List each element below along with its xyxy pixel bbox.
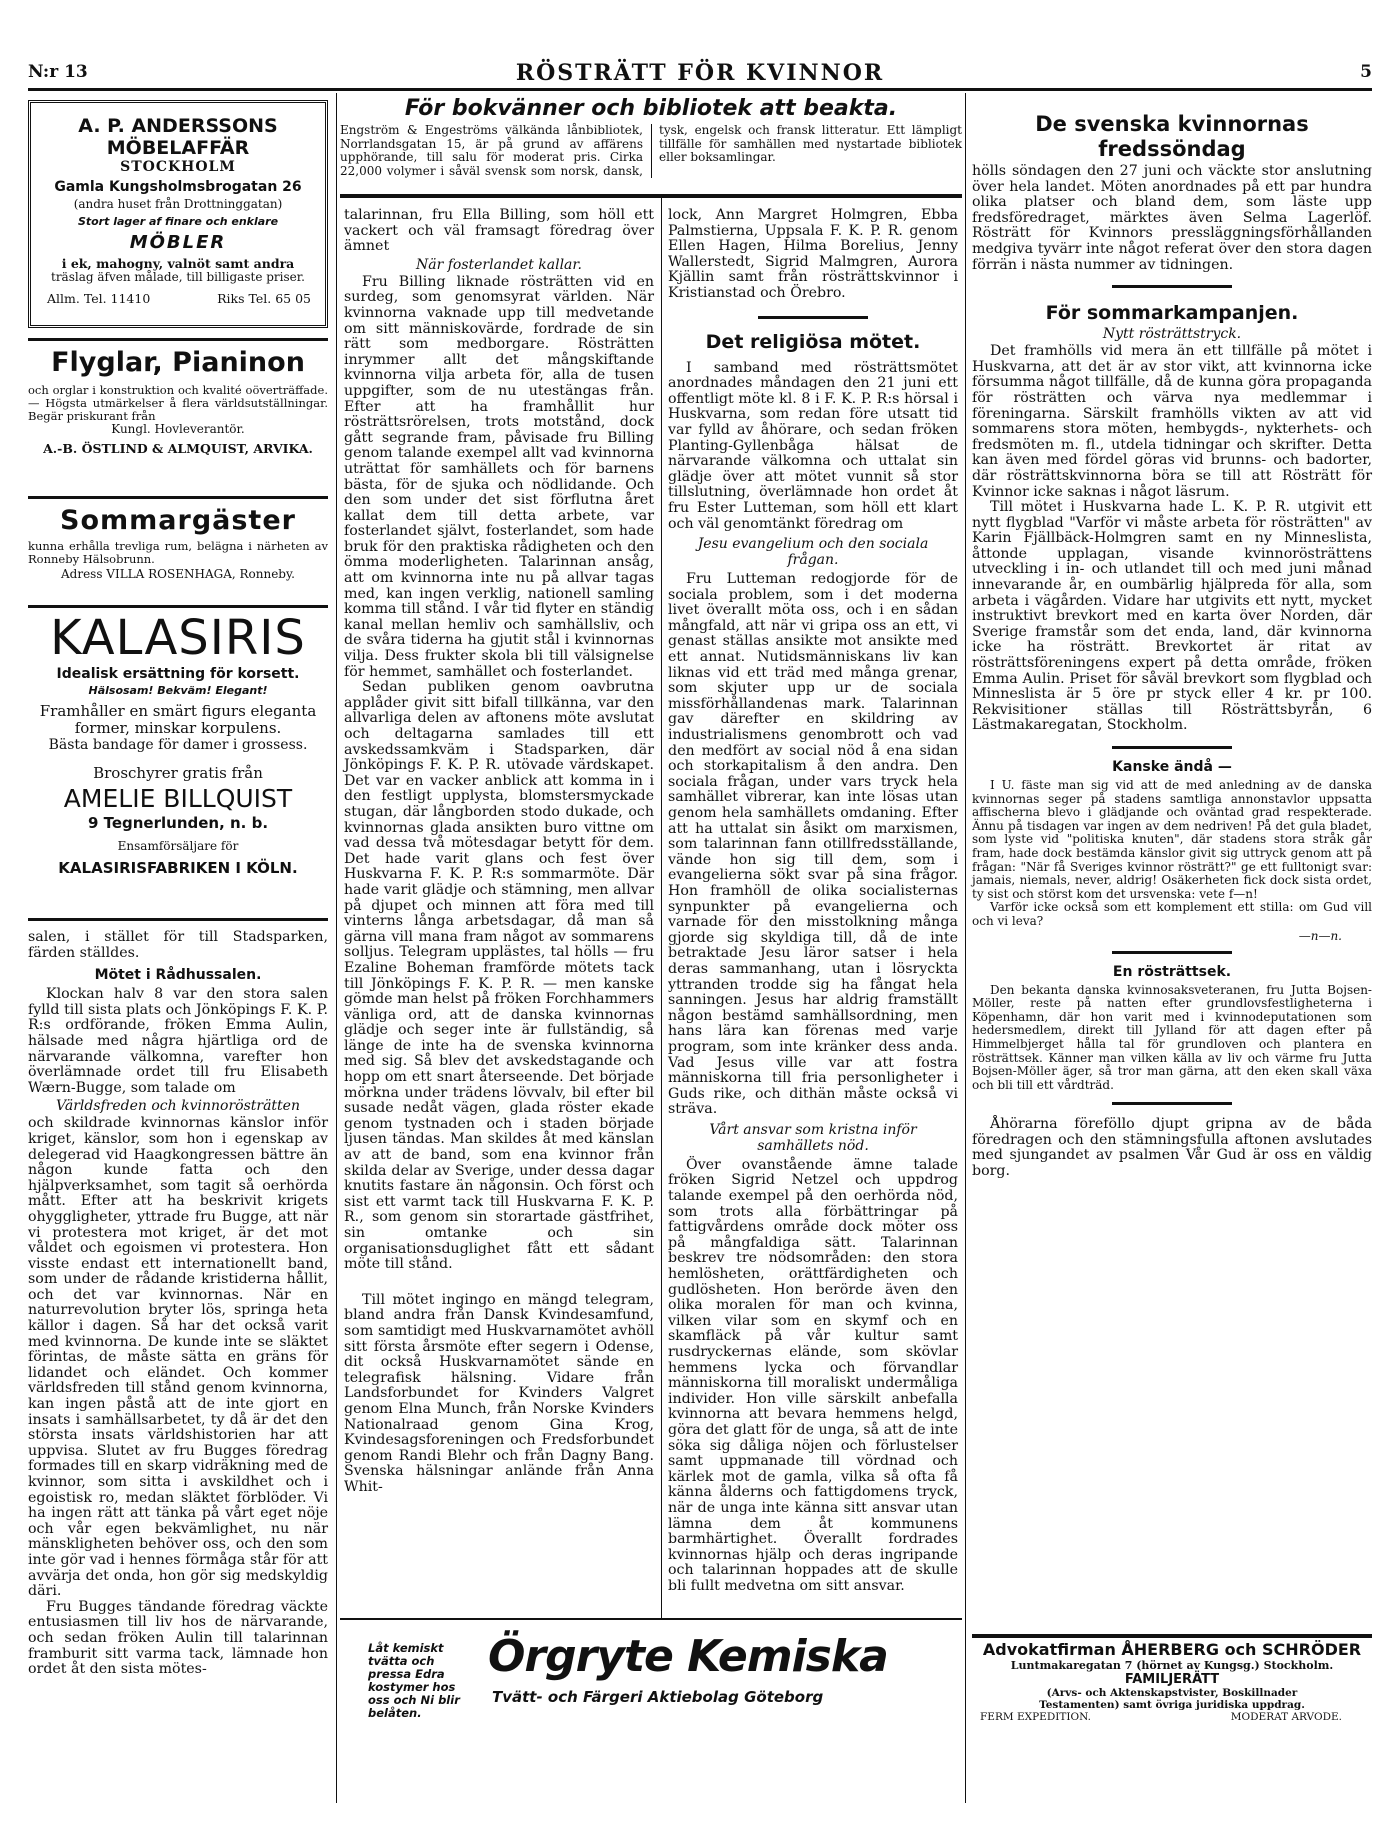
section-subheading: När fosterlandet kallar. <box>415 256 583 273</box>
ad-andersson-tel-left: Allm. Tel. 11410 <box>47 291 151 306</box>
article-paragraph: Till mötet ingingo en mängd telegram, bland andra från Dansk Kvindesamfund, som samtidigt med Huskvarnamötet avhöll sitt första årsmöte efter segern i Odense, dit också Huskvarnamötet sände en telegrafisk hälsning. Vidare från Landsforbundet for Kvinders Valgret genom Elna Munch, från Norske Kvinders Nationalraad genom Gina Krog, Kvindesagsforeningen och Fredsforbundet genom Randi Blehr och från Dagny Bang. Svenska hälsningar anlände från Anna Whit- <box>344 1291 654 1495</box>
ad-andersson-moebelaffaer <box>28 100 328 328</box>
masthead-rule <box>28 88 1372 91</box>
ad-kalasiris-agent: Ensamförsäljare för <box>117 839 239 853</box>
ad-bokvanner <box>340 96 962 192</box>
ad-kalasiris-tagline: Hälsosam! Bekväm! Elegant! <box>88 684 268 697</box>
ad-bokvanner-text: Engström & Engeströms välkända lånbibliotek, Norrlandsgatan 15, är på grund av affärens upphörande, till salu för moderat pris. Cirka 22,000 volymer i såväl svensk som norsk, dansk, tysk, engelsk och fransk litteratur. Ett lämpligt tillfälle för samhällen med nystartade bibliotek eller boksamlingar. <box>340 123 962 178</box>
ad-andersson-name: A. P. ANDERSSONS MÖBELAFFÄR <box>78 115 278 159</box>
article-paragraph: lock, Ann Margret Holmgren, Ebba Palmstierna, Uppsala F. K. P. R. genom Ellen Hagen, Hilma Borelius, Jenny Wallerstedt, Sigrid Malmgren, Aurora Kjällin samt från rösträttskvinnor i Kristianstad och Örebro. <box>668 207 958 301</box>
ad-andersson-note: (andra huset från Drottninggatan) <box>73 197 283 211</box>
section-heading: Mötet i Rådhussalen. <box>94 967 262 984</box>
ad-advokat-address: Luntmakaregatan 7 (hörnet av Kungsg.) Stockholm. <box>1010 1659 1334 1672</box>
section-heading: De svenska kvinnornas fredssöndag <box>1035 112 1309 161</box>
ad-sommargaster-title: Sommargäster <box>60 505 296 536</box>
section-subheading: Världsfreden och kvinnorösträtten <box>56 1098 300 1115</box>
ad-bokvanner-title: För bokvänner och bibliotek att beakta. <box>404 96 898 121</box>
column-3-text <box>668 208 958 1595</box>
ad-flyglar-title: Flyglar, Pianinon <box>51 347 305 378</box>
page-number: 5 <box>1360 62 1372 82</box>
article-paragraph: Sedan publiken genom oavbrutna applåder givit sitt bifall tillkänna, var den allvarliga delen av aftonens möte avslutat och deltagarna samlades till ett avskedssamkväm i Stadsparken, där Jönköpings F. K. P. R. utövade värdskapet. Det var en vacker anblick att komma in i den festligt upplysta, blomstersmyckade stugan, där långborden stodo dukade, och kvinnornas glada ansikten buro vittne om vad dessa två mötesdagar betytt för dem. Det hade varit glans och fest över Huskvarna F. K. P. R:s sommarmöte. Där hade varit glädje och stämning, men allvar på djupet och minnen att föra med till vinterns långa arbetsdagar, då man så gärna vill mana fram något av sommarens solljus. Telegram upplästes, tal hölls — fru Ezaline Boheman framförde mötets tack till Jönköpings F. K. P. R. — men kanske gömde man helst på fröken Forchhammers vänliga ord, att de danska kvinnornas glädje och seger inte är fullständig, så länge de inte ha de svenska kvinnorna med sig. Så blev det avskedstagande och hopp om ett snart återseende. Det började mörkna under trädens lövvalv, bil efter bil susade nedåt vägen, glada röster ekade genom tystnaden och i staden började ljusen tändas. Man skildes åt med känslan av att de band, som ena kvinnor från skilda delar av Sverige, under dessa dagar knutits fastare än någonsin. Och först och sist ett varmt tack till Huskvarna F. K. P. R., som genom sin storartade gästfrihet, sin omtanke och sin organisationsduglighet fått ett sådant möte till stånd. <box>344 679 654 1273</box>
masthead <box>28 62 1372 88</box>
ad-orgryte-name: Örgryte Kemiska <box>488 1631 888 1682</box>
ad-bokvanner-rule <box>340 194 962 198</box>
ad-kalasiris-text2: Bästa bandage för damer i grossess. <box>48 737 308 753</box>
ad-flyglar-firm: A.-B. ÖSTLIND & ALMQUIST, ARVIKA. <box>43 441 313 456</box>
article-paragraph: Varför icke också som ett komplement ett stilla: om Gud vill och vi leva? <box>972 900 1372 928</box>
column-divider <box>336 93 337 1803</box>
article-paragraph: I U. fäste man sig vid att de med anledning av de danska kvinnornas seger på stadens samtliga annonstavlor uppsatta affischerna blevo i glädjande och oväntad grad respekterade. Ännu på tisdagen var ingen av dem nedriven! På det gula bladet, som lyste vid "politiska knuten", där stadens stora stråk går fram, hade dock bestämda känslor givit sig uttryck genom att på frågan: "När få Sveriges kvinnor rösträtt?" ge ett fulltonigt svar: jamais, niemals, never, aldrig! Osäkerheten fick dock sista ordet, ty sist och störst kom det ursvenska: vete f—n! <box>972 778 1372 901</box>
ad-sommargaster <box>28 502 328 598</box>
ad-advokat-title: FAMILJERÄTT <box>1124 1672 1220 1687</box>
article-paragraph: I samband med rösträttsmötet anordnades måndagen den 21 juni ett offentligt möte kl. 8 i F. K. P. R:s hörsal i Huskvarna, som redan före utsatt tid var fylld av åhörare, och sedan fröken Planting-Gyllenbåga hälsat de närvarande välkomna och uttalat sin glädje över att mötet vunnit så stor tillslutning, överlämnade hon ordet åt fru Ester Lutteman, som höll ett klart och väl genomtänkt föredrag om <box>668 359 958 532</box>
bottom-ads-rule <box>340 1618 962 1620</box>
ad-advokat-text: (Arvs- och Aktenskapstvister, Boskillnader Testamenten) samt övriga juridiska uppdrag. <box>1039 1687 1305 1711</box>
column-2-text <box>344 208 654 1496</box>
ad-kalasiris-factory: KALASIRISFABRIKEN I KÖLN. <box>58 859 298 877</box>
article-paragraph: Den bekanta danska kvinnosaksveteranen, fru Jutta Bojsen-Möller, reste på natten efter grundlovsfestligheterna i Köpenhamn, där hon varit med i kvinnodeputationen som hedersmedlem, direkt till Jylland för att dagen efter på Himmelbjerget hålla tal för grundloven och plantera en rösträttsek. Känner man vilken källa av liv och värme fru Jutta Bojsen-Möller äger, så tror man gärna, att den eken skall växa och bli till ett vårdträd. <box>972 982 1372 1092</box>
ad-kalasiris-title: KALASIRIS <box>50 610 306 666</box>
ad-advokat-name: Advokatfirman ÅHERBERG och SCHRÖDER <box>982 1640 1362 1659</box>
ad-orgryte-slogan: Låt kemiskt tvätta och pressa Edra kostymer hos oss och Ni blir belåten. <box>368 1641 460 1720</box>
ad-andersson-moebler: MÖBLER <box>129 232 227 253</box>
ad-andersson-street: Gamla Kungsholmsbrogatan 26 <box>54 179 302 195</box>
section-subheading: Vårt ansvar som kristna inför samhällets nöd. <box>709 1121 917 1154</box>
ad-advokat-right: MODERAT ARVODE. <box>1230 1711 1342 1723</box>
article-paragraph: Fru Bugges tändande föredrag väckte entusiasmen till liv hos de närvarande, och sedan fröken Aulin till talarinnan framburit sitt varma tack, lämnade hon ordet åt den sista mötes- <box>28 1598 328 1678</box>
article-paragraph: Åhörarna föreföllo djupt gripna av de båda föredragen och den stämningsfulla aftonen avslutades med sjungandet av psalmen Vår Gud är oss en väldig borg. <box>972 1116 1372 1180</box>
ad-sommargaster-text: kunna erhålla trevliga rum, belägna i närheten av Ronneby Hälsobrunn. <box>28 539 328 566</box>
section-subheading: Jesu evangelium och den sociala frågan. <box>697 536 929 569</box>
column-divider <box>661 198 662 1618</box>
article-paragraph: Fru Billing liknade rösträtten vid en surdeg, som genomsyrat världen. När kvinnorna vaknade upp till medvetande om sitt människovärde, fordrade de sin rätt som medborgare. Rösträtten inrymmer allt det mångskiftande kvinnorna vilja arbeta för, alla de tusen uppgifter, som de nu utestängas från. Efter att ha framhållit hur rösträttsrörelsen, trots motstånd, dock gått segrande fram, påvisade fru Billing genom talande exempel allt vad kvinnorna uträttat för samhällets och för barnens bästa, för de sjuka och nödlidande. Och den som under det sist förflutna året kallat dem till detta arbete, var fosterlandet självt, fosterlandet, som hade bruk för den praktiska rådigheten och den ömma moderligheten. Talarinnan ansåg, att om kvinnorna inte nu på allvar tagas med, kan ingen verklig, nationell samling komma till stånd. I vår tid flyter en ständig kanal mellan hemliv och samhällsliv, och de svåra tiderna ha gjutit stål i kvinnornas vilja. Dess frukter skola bli till välsignelse för hemmet, samhället och fosterlandet. <box>344 273 654 680</box>
ad-separator <box>28 338 328 341</box>
ad-kalasiris <box>28 610 328 902</box>
ad-separator <box>972 1634 1372 1638</box>
article-paragraph: Det framhölls vid mera än ett tillfälle på mötet i Huskvarna, att det är av stor vikt, att kvinnorna icke försumma något tillfälle, då de kunna göra propaganda för rösträtten och värva nya medlemmar i föreningarna. Särskilt framhölls vikten av att vid sommarens stora möten, hembygds-, nykterhets- och fredsmöten m. fl., utdela tidningar och skrifter. Detta kan även med fördel göras vid brunns- och badorter, där rösträttskvinnorna böra se till att Rösträtt för Kvinnor icke saknas i något läsrum. <box>972 343 1372 500</box>
ad-andersson-woods2: träslag äfven målade, till billigaste priser. <box>51 270 305 284</box>
ad-separator <box>28 496 328 499</box>
section-subheading: Nytt rösträttstryck. <box>1102 326 1242 343</box>
ad-kalasiris-text: Framhåller en smärt figurs eleganta former, minskar korpulens. <box>39 702 317 737</box>
ad-kalasiris-broch: Broschyrer gratis från <box>93 764 263 782</box>
article-paragraph: och skildrade kvinnornas känslor inför kriget, känslor, som hon i egenskap av delegerad vid Haagkongressen bättre än någon kunde fatta och den hjälpverksamhet, som tagit så oerhörda mått. Efter att ha beskrivit krigets ohyggligheter, yttrade fru Bugge, att när vi protestera mot kriget, är det mot våldet och egoismen vi protestera. Hon visste endast ett internationellt band, som under de rådande kristiderna hållit, och det var kvinnornas. När en naturrevolution bryter lös, springa heta källor i dagen. Så har det också varit med kvinnorna. De kunde inte se släktet förintas, de måste sätta en gräns för lidandet och eländet. Och kommer världsfreden till stånd genom kvinnorna, kan ingen påstå att de inte gjort en insats i samhällsarbetet, ty då är det den största insats världshistorien har att uppvisa. Slutet av fru Bugges föredrag formades till en skarp vidräkning med de kvinnor, som sitta i avskildhet och i egoistisk ro, medan släktet förblöder. Vi ha ingen rätt att tänka på vårt eget nöje och vår egen bekvämlighet, nu när mänskligheten behöver oss, och den som inte gör vad i hennes förmåga står för att avvärja det onda, hon gör sig medskyldig däri. <box>28 1115 328 1600</box>
column-divider <box>965 93 966 1803</box>
ad-separator <box>28 605 328 608</box>
ad-advokatfirman <box>972 1640 1372 1723</box>
ad-andersson-city: STOCKHOLM <box>120 159 236 175</box>
article-paragraph: hölls söndagen den 27 juni och väckte stor anslutning över hela landet. Möten anordnades på ett par hundra olika platser och bland dem, som läste upp fredsföredraget, märktes även Selma Lagerlöf. Rösträtt för Kvinnors pressläggningsförhållanden medgiva tyvärr inte något referat över den stora dagen förrän i nästa nummer av tidningen. <box>972 163 1372 273</box>
ad-advokat-left: FERM EXPEDITION. <box>980 1711 1091 1723</box>
ad-flyglar-text: och orglar i konstruktion och kvalité oöverträffade. — Högsta utmärkelser å flera världsutställningar. Begär priskurant från <box>28 383 328 423</box>
article-paragraph: salen, i stället för till Stadsparken, färden ställdes. <box>28 929 328 961</box>
section-heading: För sommarkampanjen. <box>1045 302 1299 325</box>
ad-andersson-woods: i ek, mahogny, valnöt samt andra <box>61 256 295 271</box>
section-heading: En rösträttsek. <box>1112 963 1232 980</box>
section-heading: Kanske ändå — <box>1112 759 1232 775</box>
column-4-text <box>972 112 1372 1180</box>
column-1-text <box>28 930 328 1678</box>
article-paragraph: Klockan halv 8 var den stora salen fylld till sista plats och Jönköpings F. K. P. R:s ordförande, fröken Emma Aulin, hälsade med några hjärtliga ord de närvarande välkomna, varefter hon överlämnade ordet till fru Elisabeth Wærn-Bugge, som talade om <box>28 986 328 1096</box>
ad-andersson-tel-right: Riks Tel. 65 05 <box>217 291 311 306</box>
ad-kalasiris-street: 9 Tegnerlunden, n. b. <box>87 814 269 832</box>
article-paragraph: Till mötet i Huskvarna hade L. K. P. R. utgivit ett nytt flygblad "Varför vi måste arbeta för rösträtten" av Karin Fjällbäck-Holmgren samt en ny Minneslista, åttonde upplagan, visande kvinnorösträttens utveckling i in- och utlandet till och med juni månad innevarande år, en oumbärlig hjälpreda för alla, som arbeta i vägården. Vidare har utgivits ett nytt, mycket instruktivt brevkort med en karta över Norden, där Sverige framstår som det enda, land, där kvinnorna icke ha rösträtt. Brevkortet är ritat av rösträttsföreningens expert på detta område, fröken Emma Aulin. Priset för såväl brevkort som flygblad och Minneslista är 5 öre pr styck eller 4 kr. pr 100. Rekvisitioner ställas till Rösträttsbyrån, 6 Lästmakaregatan, Stockholm. <box>972 499 1372 734</box>
article-paragraph: Fru Lutteman redogjorde för de sociala problem, som i det moderna livet överallt möta oss, och i en sådan mångfald, att när vi gripa oss an ett, vi genast ställas ansikte mot ansikte med ett annat. Nutidsmänniskans liv kan liknas vid ett träd med många grenar, som skjuter upp ur de sociala missförhållandenas mark. Talarinnan gav därefter en skildring av industrialismens genombrott och vad den medfört av social nöd å ena sidan och storkapitalism å den andra. Den sociala frågan, under vars tryck hela samhället vibrerar, kan inte lösas utan genom hela samhällets omdaning. Efter att ha uttalat sin åsikt om marxismen, som talarinnan fann otillfredsställande, vände hon sig till dem, som i evangelierna sökt svar på sina frågor. Hon framhöll de olika socialisternas synpunkter på evangelierna och varnade för den misstolkning många gjorde sig skyldiga till, då de inte betraktade Jesu läror satser i hela deras sammanhang, utan i lösryckta yttranden trodde sig ha fångat hela sanningen. Jesus har aldrig framställt någon bestämd samhällsordning, men hans lära kan förenas med varje program, som inte kränker dess anda. Vad Jesus ville var att fostra människorna till fria personligheter i Guds rike, och dithän måste också vi sträva. <box>668 571 958 1118</box>
article-paragraph: talarinnan, fru Ella Billing, som höll ett vackert och väl framsagt föredrag över ämnet <box>344 207 654 255</box>
ad-orgryte-kemiska <box>368 1631 928 1720</box>
ad-separator <box>28 918 328 921</box>
ad-kalasiris-sub: Idealisk ersättning för korsett. <box>56 666 300 682</box>
ad-sommargaster-address: Adress VILLA ROSENHAGA, Ronneby. <box>60 567 295 581</box>
article-paragraph: Över ovanstående ämne talade fröken Sigrid Netzel och uppdrog talande exempel på den oerhörda nöd, som trots alla förbättringar på fattigvårdens område dock möter oss på mångfaldiga sätt. Talarinnan beskrev tre nödsområden: den stora hemlösheten, orättfärdigheten och gudlösheten. Hon berörde även den olika moralen för man och kvinna, vilken vilar som en skymf och en skamfläck på vår kultur samt rusdryckernas elände, som skövlar hemmens lycka och förvandlar människorna till moraliskt undermåliga individer. Hon ville särskilt anbefalla kvinnorna att bevara hemmens helgd, göra det glatt för de unga, så att de inte söka sig dåliga nöjen och förlustelser samt uppmanade till vördnad och kärlek mot de gamla, vilka så ofta få känna ålderns och fattigdomens tryck, när de unga inte känna sitt ansvar utan lämna dem åt kommunens barmhärtighet. Överallt fordrades kvinnornas hjälp och deras ingripande och talarinnan hoppades att de skulle bli fullt medvetna om sitt ansvar. <box>668 1156 958 1594</box>
newspaper-title: RÖSTRÄTT FÖR KVINNOR <box>515 60 885 86</box>
ad-flyglar-line2: Kungl. Hovleverantör. <box>111 422 245 436</box>
signature: —n—n. <box>1298 928 1342 943</box>
ad-andersson-stock: Stort lager af finare och enklare <box>77 215 279 228</box>
ad-orgryte-sub: Tvätt- och Färgeri Aktiebolag Göteborg <box>492 1688 824 1706</box>
ad-kalasiris-seller: AMELIE BILLQUIST <box>63 784 293 813</box>
issue-number: N:r 13 <box>28 62 88 82</box>
section-heading: Det religiösa mötet. <box>705 330 921 353</box>
ad-flyglar-pianinon <box>28 346 328 464</box>
